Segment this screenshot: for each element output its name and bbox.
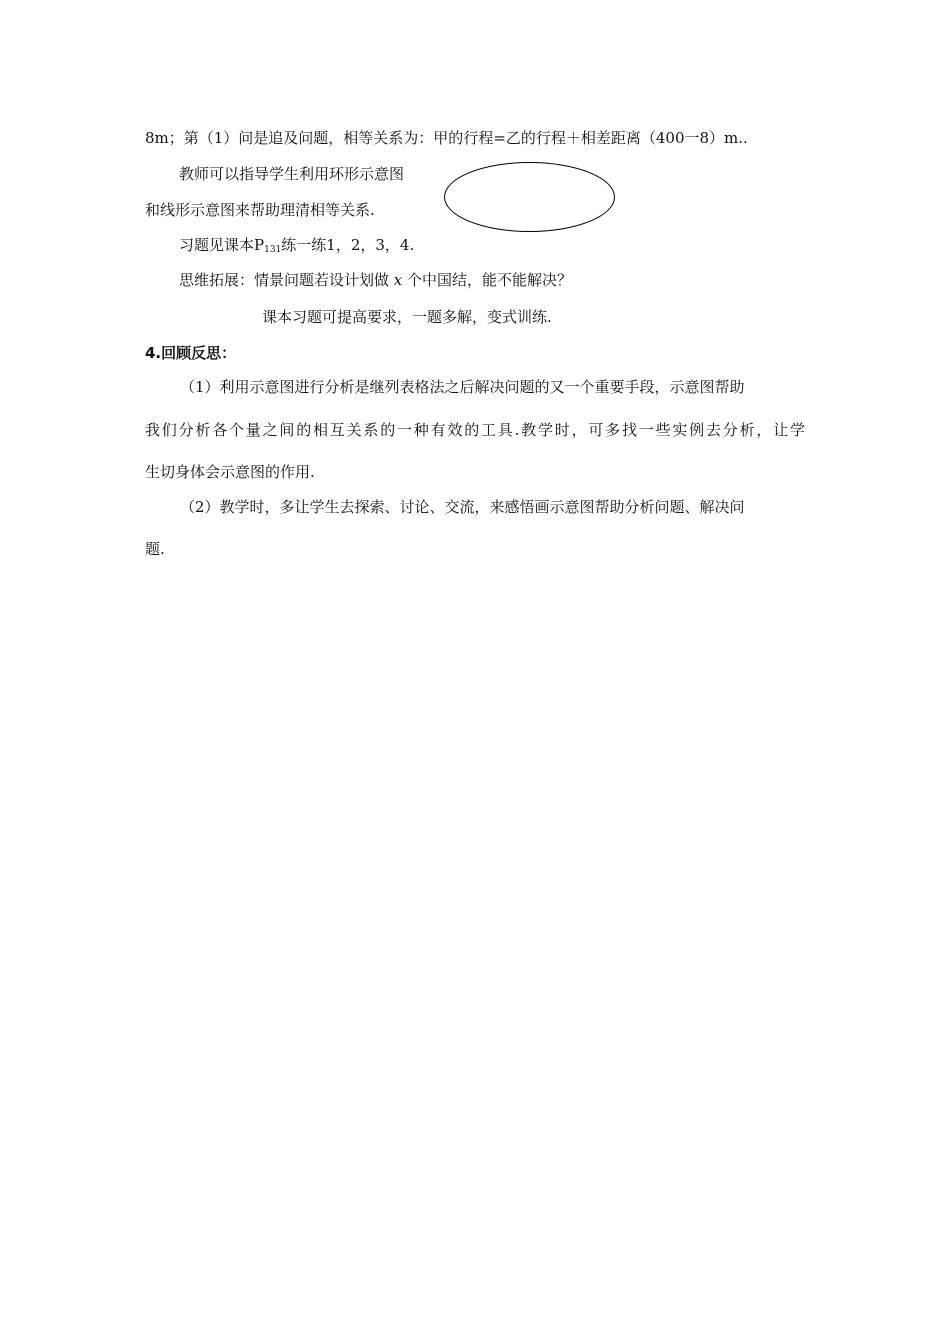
exercise-ref-suffix: 练一练1，2，3，4. [281,236,415,254]
text-line-4 [179,235,414,260]
paragraph-2-line-1: （2）教学时，多让学生去探索、讨论、交流，来感悟画示意图帮助分析问题、解决问 [180,498,745,516]
text-line-2: 教师可以指导学生利用环形示意图 [179,165,405,183]
text-line-3: 和线形示意图来帮助理清相等关系. [145,201,375,219]
page-number-subscript: 131 [264,245,282,255]
paragraph-1-line-1: （1）利用示意图进行分析是继列表格法之后解决问题的又一个重要手段，示意图帮助 [180,378,745,396]
extension-suffix: 个中国结，能不能解决？ [407,271,573,289]
section-heading: 4.回顾反思： [145,344,237,362]
paragraph-2-line-2: 题. [145,540,165,558]
paragraph-1-line-3: 生切身体会示意图的作用. [145,463,315,481]
paragraph-1-line-2: 我们分析各个量之间的相互关系的一种有效的工具.教学时，可多找一些实例去分析，让学 [145,421,805,439]
exercise-ref-prefix: 习题见课本P [179,236,265,254]
variable-x: x [393,271,403,289]
text-line-6: 课本习题可提高要求，一题多解，变式训练. [262,308,552,326]
text-line-1: 8m；第（1）问是追及问题，相等关系为：甲的行程=乙的行程＋相差距离（400一8）m.. [145,129,748,147]
extension-prefix: 思维拓展：情景问题若设计划做 [179,271,390,289]
ring-diagram-ellipse [444,162,615,232]
text-line-5 [179,270,572,290]
